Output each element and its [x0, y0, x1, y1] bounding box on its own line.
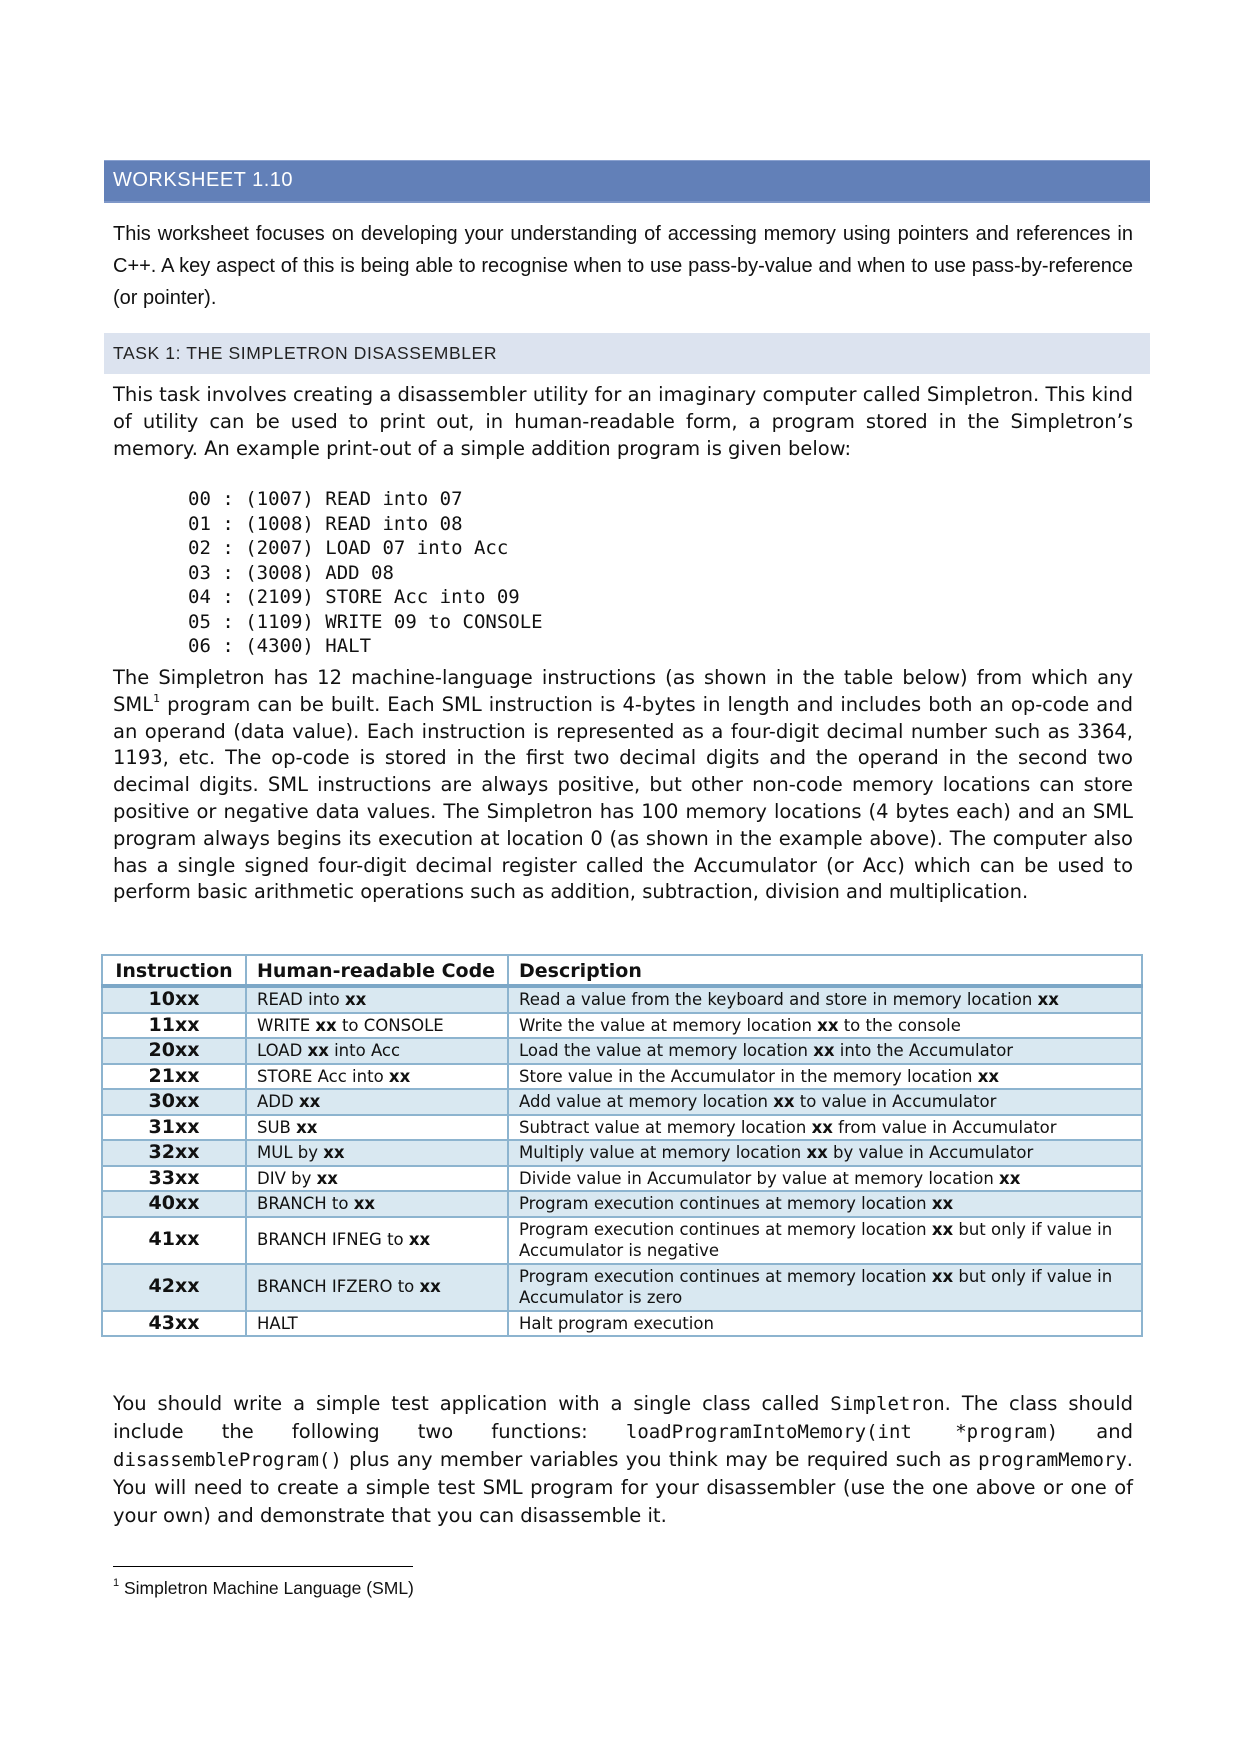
worksheet-title: WORKSHEET 1.10 — [113, 169, 294, 191]
instruction-cell: 33xx — [102, 1166, 246, 1192]
table-header-row — [102, 955, 1142, 986]
code-cell: WRITE xx to CONSOLE — [246, 1013, 508, 1039]
task-title: TASK 1: THE SIMPLETRON DISASSEMBLER — [113, 343, 498, 363]
instruction-cell: 30xx — [102, 1089, 246, 1115]
table-row — [102, 1166, 1142, 1192]
code-cell: LOAD xx into Acc — [246, 1038, 508, 1064]
code-cell: ADD xx — [246, 1089, 508, 1115]
description-cell: Program execution continues at memory location xx but only if value in Accumulator is negative — [508, 1217, 1142, 1264]
column-header-instruction: Instruction — [102, 955, 246, 986]
closing-paragraph: You should write a simple test application with a single class called Simpletron. The class should include the following two functions: loadProgramIntoMemory(int *program) and disassembleProgram() plus any member variables you think may be required such as programMemory. You will need to create a simple test SML program for your disassembler (use the one above or one of your own) and demonstrate that you can disassemble it. — [113, 1392, 1133, 1527]
instruction-cell: 31xx — [102, 1115, 246, 1141]
code-cell: READ into xx — [246, 986, 508, 1013]
table-row — [102, 1217, 1142, 1264]
code-cell: SUB xx — [246, 1115, 508, 1141]
table-row — [102, 1013, 1142, 1039]
description-cell: Divide value in Accumulator by value at memory location xx — [508, 1166, 1142, 1192]
column-header-description: Description — [508, 955, 1142, 986]
code-cell: MUL by xx — [246, 1140, 508, 1166]
instruction-table — [101, 954, 1143, 1337]
task-description-paragraph: This task involves creating a disassembler utility for an imaginary computer called Simpletron. This kind of utility can be used to print out, in human-readable form, a program stored in the Simpletron’s memory. An example print-out of a simple addition program is given below: — [113, 383, 1133, 460]
code-line: 03 : (3008) ADD 08 — [188, 561, 394, 584]
table-row — [102, 1311, 1142, 1337]
code-line: 01 : (1008) READ into 08 — [188, 512, 463, 535]
simpletron-explanation-paragraph: The Simpletron has 12 machine-language instructions (as shown in the table below) from which any SML$^1$ program can be built. Each SML instruction is 4-bytes in length and includes both an op-code and an operand (data value). Each instruction is represented as a four-digit decimal number such as 3364, 1193, etc. The op-code is stored in the first two decimal digits and the operand in the second two decimal digits. SML instructions are always positive, but other non-code memory locations can store positive or negative data values. The Simpletron has 100 memory locations (4 bytes each) and an SML program always begins its execution at location 0 (as shown in the example above). The computer also has a single signed four-digit decimal register called the Accumulator (or Acc) which can be used to perform basic arithmetic operations such as addition, subtraction, division and multiplication. — [113, 666, 1133, 904]
function-name-code: disassembleProgram() — [113, 1449, 342, 1471]
description-cell: Add value at memory location xx to value in Accumulator — [508, 1089, 1142, 1115]
code-cell: STORE Acc into xx — [246, 1064, 508, 1090]
code-cell: HALT — [246, 1311, 508, 1337]
instruction-cell: 43xx — [102, 1311, 246, 1337]
column-header-code: Human-readable Code — [246, 955, 508, 986]
code-line: 05 : (1109) WRITE 09 to CONSOLE — [188, 610, 543, 633]
table-row — [102, 1140, 1142, 1166]
table-row — [102, 1089, 1142, 1115]
description-cell: Multiply value at memory location xx by value in Accumulator — [508, 1140, 1142, 1166]
instruction-cell: 41xx — [102, 1217, 246, 1264]
description-cell: Read a value from the keyboard and store in memory location xx — [508, 986, 1142, 1013]
instruction-cell: 21xx — [102, 1064, 246, 1090]
code-line: 06 : (4300) HALT — [188, 635, 372, 657]
variable-name-code: programMemory — [978, 1449, 1127, 1471]
instruction-cell: 42xx — [102, 1264, 246, 1311]
table-row — [102, 1264, 1142, 1311]
code-cell: BRANCH to xx — [246, 1191, 508, 1217]
table-row — [102, 1191, 1142, 1217]
instruction-cell: 40xx — [102, 1191, 246, 1217]
footnote-reference[interactable]: 1 — [153, 691, 161, 705]
instruction-cell: 32xx — [102, 1140, 246, 1166]
code-cell: BRANCH IFNEG to xx — [246, 1217, 508, 1264]
instruction-cell: 20xx — [102, 1038, 246, 1064]
footnote: $^1$ Simpletron Machine Language (SML) — [113, 1577, 414, 1598]
code-cell: DIV by xx — [246, 1166, 508, 1192]
function-name-code: loadProgramIntoMemory(int *program) — [625, 1421, 1059, 1443]
description-cell: Halt program execution — [508, 1311, 1142, 1337]
example-code-listing — [188, 487, 543, 659]
instruction-cell: 11xx — [102, 1013, 246, 1039]
footnote-divider — [113, 1566, 413, 1567]
table-row — [102, 1038, 1142, 1064]
description-cell: Program execution continues at memory location xx — [508, 1191, 1142, 1217]
worksheet-title-bar — [104, 160, 1150, 203]
description-cell: Program execution continues at memory location xx but only if value in Accumulator is zero — [508, 1264, 1142, 1311]
table-row — [102, 986, 1142, 1013]
description-cell: Store value in the Accumulator in the memory location xx — [508, 1064, 1142, 1090]
description-cell: Subtract value at memory location xx from value in Accumulator — [508, 1115, 1142, 1141]
class-name-code: Simpletron — [830, 1393, 945, 1415]
table-row — [102, 1064, 1142, 1090]
code-line: 04 : (2109) STORE Acc into 09 — [188, 586, 520, 608]
description-cell: Write the value at memory location xx to the console — [508, 1013, 1142, 1039]
code-line: 00 : (1007) READ into 07 — [188, 488, 463, 510]
intro-paragraph: This worksheet focuses on developing your understanding of accessing memory using pointers and references in C++. A key aspect of this is being able to recognise when to use pass-by-value and when to use pass-by-reference (or pointer). — [113, 223, 1133, 309]
code-cell: BRANCH IFZERO to xx — [246, 1264, 508, 1311]
description-cell: Load the value at memory location xx into the Accumulator — [508, 1038, 1142, 1064]
task-title-bar — [104, 333, 1150, 374]
instruction-cell: 10xx — [102, 986, 246, 1013]
code-line: 02 : (2007) LOAD 07 into Acc — [188, 537, 509, 559]
table-row — [102, 1115, 1142, 1141]
